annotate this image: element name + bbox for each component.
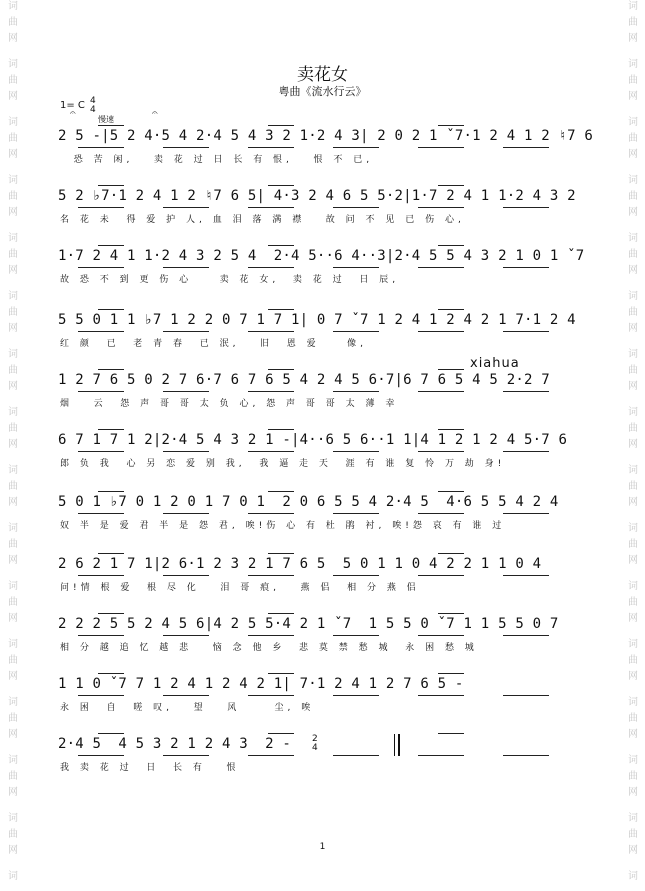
tie-overline xyxy=(438,125,464,126)
lyric-row: 奴 半 是 爱 君 半 是 怨 君, 唉!伤 心 有 杜 鹃 衬, 唉!怨 哀 有 谁 过 xyxy=(60,521,506,531)
watermark-glyph: 曲 xyxy=(8,17,18,28)
tie-overline xyxy=(98,309,124,310)
beam-underline xyxy=(333,391,379,392)
beam-underline xyxy=(333,695,379,696)
watermark-glyph: 词 xyxy=(8,1,18,12)
tie-overline xyxy=(268,245,294,246)
lyric-row: 郎 负 我 心 另 恋 爱 别 我, 我 逼 走 天 涯 有 谁 复 怜 万 劫 身! xyxy=(60,459,506,469)
watermark-glyph: 词 xyxy=(8,639,18,650)
tie-overline xyxy=(98,369,124,370)
notation-row: 1·7 2 4 1 1·2 4 3 2 5 4 2·4 5··6 4··3|2·4 5 5 4 3 2 1 0 1 ˇ7 xyxy=(58,248,585,264)
tie-overline xyxy=(268,613,294,614)
watermark-glyph: 网 xyxy=(628,265,638,276)
time-signature-bottom: 4 xyxy=(90,105,96,115)
beam-underline xyxy=(248,147,294,148)
lyric-row: 恐 苦 闲, 卖 花 过 日 长 有 恨, 恨 不 已, xyxy=(60,155,374,165)
watermark-glyph: 词 xyxy=(628,465,638,476)
beam-underline xyxy=(163,331,209,332)
beam-underline xyxy=(418,331,464,332)
watermark-glyph: 曲 xyxy=(628,133,638,144)
beam-underline xyxy=(503,513,549,514)
watermark-glyph: 词 xyxy=(628,1,638,12)
beam-underline xyxy=(333,635,379,636)
beam-underline xyxy=(248,755,294,756)
watermark-glyph: 网 xyxy=(628,149,638,160)
beam-underline xyxy=(418,695,464,696)
watermark-glyph: 词 xyxy=(8,871,18,882)
watermark-glyph: 曲 xyxy=(628,655,638,666)
watermark-glyph: 曲 xyxy=(8,307,18,318)
watermark-glyph: 词 xyxy=(628,117,638,128)
watermark-glyph: 词 xyxy=(8,233,18,244)
watermark-glyph: 曲 xyxy=(8,713,18,724)
watermark-left xyxy=(4,0,22,891)
lyric-row: 问!情 根 爱 根 尽 化 泪 哥 痕, 燕 侣 相 分 燕 侣 xyxy=(60,583,420,593)
beam-underline xyxy=(503,635,549,636)
tie-overline xyxy=(438,185,464,186)
tie-overline xyxy=(268,429,294,430)
tie-overline xyxy=(98,613,124,614)
key-signature: 1= C xyxy=(60,100,85,111)
lyric-row: 相 分 越 追 忆 越 悲 恼 念 他 乡 悲 莫 禁 愁 城 永 困 愁 城 xyxy=(60,643,478,653)
watermark-glyph: 词 xyxy=(8,59,18,70)
tie-overline xyxy=(438,245,464,246)
time-signature xyxy=(90,97,96,115)
watermark-glyph: 曲 xyxy=(8,829,18,840)
beam-underline xyxy=(248,331,294,332)
beam-underline xyxy=(78,267,124,268)
notation-row: 5 2 ♭7·1 2 4 1 2 ♮7 6 5| 4·3 2 4 6 5 5·2|1·7 2 4 1 1·2 4 3 2 xyxy=(58,188,576,204)
tie-overline xyxy=(268,673,294,674)
fermata-icon: 𝄐 xyxy=(152,108,158,119)
tie-overline xyxy=(268,553,294,554)
beam-underline xyxy=(418,451,464,452)
watermark-glyph: 网 xyxy=(8,91,18,102)
watermark-glyph: 词 xyxy=(628,523,638,534)
beam-underline xyxy=(163,755,209,756)
watermark-glyph: 词 xyxy=(8,465,18,476)
watermark-glyph: 网 xyxy=(628,33,638,44)
watermark-glyph: 曲 xyxy=(8,249,18,260)
beam-underline xyxy=(78,755,124,756)
watermark-glyph: 词 xyxy=(628,175,638,186)
beam-underline xyxy=(163,635,209,636)
lyric-row: 我 卖 花 过 日 长 有 恨 xyxy=(60,763,240,773)
lyric-row: 故 恐 不 到 更 伤 心 卖 花 女, 卖 花 过 日 辰, xyxy=(60,275,400,285)
watermark-glyph: 曲 xyxy=(628,17,638,28)
beam-underline xyxy=(78,451,124,452)
watermark-glyph: 网 xyxy=(628,729,638,740)
watermark-glyph: 词 xyxy=(8,117,18,128)
notation-row: 1 2 7 6 5 0 2 7 6·7 6 7 6 5 4 2 4 5 6·7|6 7 6 5 4 5 2·2 7 xyxy=(58,372,550,388)
tie-overline xyxy=(98,125,124,126)
watermark-glyph: 词 xyxy=(628,755,638,766)
beam-underline xyxy=(503,207,549,208)
beam-underline xyxy=(78,147,124,148)
beam-underline xyxy=(333,267,379,268)
notation-row: 2 2 2 5 5 2 4 5 6|4 2 5 5·4 2 1 ˇ7 1 5 5 0 ˇ7 1 1 5 5 0 7 xyxy=(58,616,559,632)
lyric-row: 烟 云 怨 声 哥 哥 太 负 心, 怨 声 哥 哥 太 薄 幸 xyxy=(60,399,399,409)
watermark-glyph: 网 xyxy=(628,497,638,508)
beam-underline xyxy=(418,575,464,576)
page-title: 卖花女 xyxy=(297,65,348,85)
time-signature-top: 4 xyxy=(90,96,96,106)
tie-overline xyxy=(438,673,464,674)
watermark-glyph: 词 xyxy=(628,59,638,70)
watermark-glyph: 网 xyxy=(8,613,18,624)
watermark-glyph: 网 xyxy=(8,555,18,566)
tie-overline xyxy=(98,185,124,186)
beam-underline xyxy=(503,575,549,576)
beam-underline xyxy=(78,635,124,636)
beam-underline xyxy=(78,331,124,332)
beam-underline xyxy=(248,451,294,452)
page-subtitle: 粤曲《流水行云》 xyxy=(278,85,367,98)
watermark-glyph: 曲 xyxy=(628,771,638,782)
watermark-glyph: 曲 xyxy=(628,191,638,202)
watermark-glyph: 曲 xyxy=(628,307,638,318)
beam-underline xyxy=(503,451,549,452)
beam-underline xyxy=(503,695,549,696)
tie-overline xyxy=(438,429,464,430)
watermark-glyph: 词 xyxy=(8,407,18,418)
watermark-glyph: 曲 xyxy=(628,597,638,608)
watermark-glyph: 网 xyxy=(628,381,638,392)
beam-underline xyxy=(503,331,549,332)
watermark-glyph: 网 xyxy=(8,149,18,160)
beam-underline xyxy=(418,513,464,514)
watermark-glyph: 曲 xyxy=(8,191,18,202)
beam-underline xyxy=(418,391,464,392)
watermark-glyph: 词 xyxy=(8,581,18,592)
lyric-row: 红 颜 已 老 青 春 已 泯, 旧 恩 爱 像, xyxy=(60,339,367,349)
watermark-glyph: 网 xyxy=(628,91,638,102)
end-time-signature xyxy=(312,735,318,753)
tie-overline xyxy=(438,369,464,370)
watermark-glyph: 网 xyxy=(628,555,638,566)
watermark-glyph: 词 xyxy=(628,639,638,650)
tie-overline xyxy=(98,491,124,492)
watermark-glyph: 词 xyxy=(8,349,18,360)
beam-underline xyxy=(163,695,209,696)
watermark-glyph: 曲 xyxy=(628,713,638,724)
watermark-glyph: 网 xyxy=(628,439,638,450)
watermark-glyph: 词 xyxy=(8,175,18,186)
annotation-text: xiahua xyxy=(470,356,520,371)
watermark-glyph: 词 xyxy=(8,523,18,534)
watermark-glyph: 曲 xyxy=(628,365,638,376)
watermark-glyph: 曲 xyxy=(628,423,638,434)
beam-underline xyxy=(163,451,209,452)
beam-underline xyxy=(333,755,379,756)
beam-underline xyxy=(333,513,379,514)
watermark-glyph: 词 xyxy=(628,349,638,360)
beam-underline xyxy=(333,575,379,576)
lyric-row: 名 花 未 得 爱 护 人, 血 泪 落 满 襟 故 问 不 见 已 伤 心, xyxy=(60,215,465,225)
watermark-right xyxy=(624,0,642,891)
watermark-glyph: 词 xyxy=(8,697,18,708)
watermark-glyph: 词 xyxy=(628,813,638,824)
tie-overline xyxy=(438,613,464,614)
tie-overline xyxy=(98,429,124,430)
watermark-glyph: 曲 xyxy=(628,249,638,260)
tie-overline xyxy=(268,369,294,370)
fermata-icon: 𝄐 xyxy=(70,108,76,119)
notation-row: 5 5 0 1 1 ♭7 1 2 2 0 7 1 7 1| 0 7 ˇ7 1 2 4 1 2 4 2 1 7·1 2 4 xyxy=(58,312,576,328)
watermark-glyph: 网 xyxy=(628,613,638,624)
watermark-glyph: 网 xyxy=(8,845,18,856)
watermark-glyph: 曲 xyxy=(8,771,18,782)
beam-underline xyxy=(503,147,549,148)
notation-row: 5 0 1 ♭7 0 1 2 0 1 7 0 1 2 0 6 5 5 4 2·4 5 4·6 5 5 4 2 4 xyxy=(58,494,559,510)
watermark-glyph: 词 xyxy=(8,291,18,302)
tie-overline xyxy=(438,309,464,310)
watermark-glyph: 曲 xyxy=(628,481,638,492)
watermark-glyph: 网 xyxy=(8,265,18,276)
watermark-glyph: 网 xyxy=(628,787,638,798)
beam-underline xyxy=(503,755,549,756)
watermark-glyph: 曲 xyxy=(8,655,18,666)
watermark-glyph: 词 xyxy=(8,813,18,824)
page-number: 1 xyxy=(319,842,326,852)
watermark-glyph: 词 xyxy=(628,697,638,708)
notation-row: 2 6 2 1 7 1|2 6·1 2 3 2 1 7 6 5 5 0 1 1 0 4 2 2 1 1 0 4 xyxy=(58,556,542,572)
watermark-glyph: 词 xyxy=(8,755,18,766)
beam-underline xyxy=(163,575,209,576)
tie-overline xyxy=(268,125,294,126)
tie-overline xyxy=(98,553,124,554)
watermark-glyph: 网 xyxy=(8,439,18,450)
beam-underline xyxy=(248,513,294,514)
beam-underline xyxy=(163,513,209,514)
beam-underline xyxy=(163,207,209,208)
watermark-glyph: 网 xyxy=(8,33,18,44)
watermark-glyph: 网 xyxy=(8,497,18,508)
beam-underline xyxy=(248,391,294,392)
tie-overline xyxy=(268,185,294,186)
beam-underline xyxy=(418,207,464,208)
notation-row: 1 1 0 ˇ7 7 1 2 4 1 2 4 2 1| 7·1 2 4 1 2 7 6 5 - xyxy=(58,676,464,692)
watermark-glyph: 曲 xyxy=(8,597,18,608)
tie-overline xyxy=(438,553,464,554)
final-barline-thick xyxy=(398,734,400,756)
tie-overline xyxy=(98,673,124,674)
beam-underline xyxy=(333,207,379,208)
watermark-glyph: 曲 xyxy=(8,365,18,376)
watermark-glyph: 网 xyxy=(628,845,638,856)
beam-underline xyxy=(78,207,124,208)
beam-underline xyxy=(248,635,294,636)
watermark-glyph: 网 xyxy=(8,671,18,682)
watermark-glyph: 曲 xyxy=(8,133,18,144)
watermark-glyph: 网 xyxy=(628,207,638,218)
beam-underline xyxy=(163,391,209,392)
tempo-mark: 慢速 xyxy=(98,115,114,124)
beam-underline xyxy=(333,147,379,148)
watermark-glyph: 网 xyxy=(8,787,18,798)
watermark-glyph: 网 xyxy=(628,671,638,682)
watermark-glyph: 词 xyxy=(628,233,638,244)
watermark-glyph: 网 xyxy=(628,323,638,334)
watermark-glyph: 词 xyxy=(628,871,638,882)
watermark-glyph: 网 xyxy=(8,381,18,392)
watermark-glyph: 曲 xyxy=(628,539,638,550)
beam-underline xyxy=(163,267,209,268)
watermark-glyph: 词 xyxy=(628,407,638,418)
final-barline-thin xyxy=(394,734,395,756)
beam-underline xyxy=(248,267,294,268)
watermark-glyph: 曲 xyxy=(8,75,18,86)
beam-underline xyxy=(78,575,124,576)
beam-underline xyxy=(248,695,294,696)
notation-row: 2·4 5 4 5 3 2 1 2 4 3 2 - xyxy=(58,736,291,752)
watermark-glyph: 曲 xyxy=(628,829,638,840)
watermark-glyph: 词 xyxy=(628,581,638,592)
tie-overline xyxy=(268,491,294,492)
beam-underline xyxy=(78,391,124,392)
watermark-glyph: 曲 xyxy=(8,539,18,550)
watermark-glyph: 网 xyxy=(8,207,18,218)
watermark-glyph: 网 xyxy=(8,729,18,740)
notation-row: 6 7 1 7 1 2|2·4 5 4 3 2 1 -|4··6 5 6··1 1|4 1 2 1 2 4 5·7 6 xyxy=(58,432,568,448)
tie-overline xyxy=(438,733,464,734)
beam-underline xyxy=(503,391,549,392)
beam-underline xyxy=(78,695,124,696)
notation-row: 2 5 -|5 2 4·5 4 2·4 5 4 3 2 1·2 4 3| 2 0 2 1 ˇ7·1 2 4 1 2 ♮7 6 xyxy=(58,128,593,144)
lyric-row: 永 困 自 嗟 叹, 望 风 尘, 唉 xyxy=(60,703,315,713)
beam-underline xyxy=(333,331,379,332)
watermark-glyph: 曲 xyxy=(8,423,18,434)
beam-underline xyxy=(503,267,549,268)
beam-underline xyxy=(418,267,464,268)
beam-underline xyxy=(248,207,294,208)
end-time-signature-top: 2 xyxy=(312,734,318,744)
beam-underline xyxy=(78,513,124,514)
beam-underline xyxy=(163,147,209,148)
end-time-signature-bottom: 4 xyxy=(312,743,318,753)
beam-underline xyxy=(418,755,464,756)
beam-underline xyxy=(418,635,464,636)
tie-overline xyxy=(98,733,124,734)
tie-overline xyxy=(268,309,294,310)
watermark-glyph: 曲 xyxy=(8,481,18,492)
beam-underline xyxy=(333,451,379,452)
tie-overline xyxy=(268,733,294,734)
beam-underline xyxy=(248,575,294,576)
watermark-glyph: 词 xyxy=(628,291,638,302)
tie-overline xyxy=(438,491,464,492)
watermark-glyph: 网 xyxy=(8,323,18,334)
watermark-glyph: 曲 xyxy=(628,75,638,86)
beam-underline xyxy=(418,147,464,148)
tie-overline xyxy=(98,245,124,246)
